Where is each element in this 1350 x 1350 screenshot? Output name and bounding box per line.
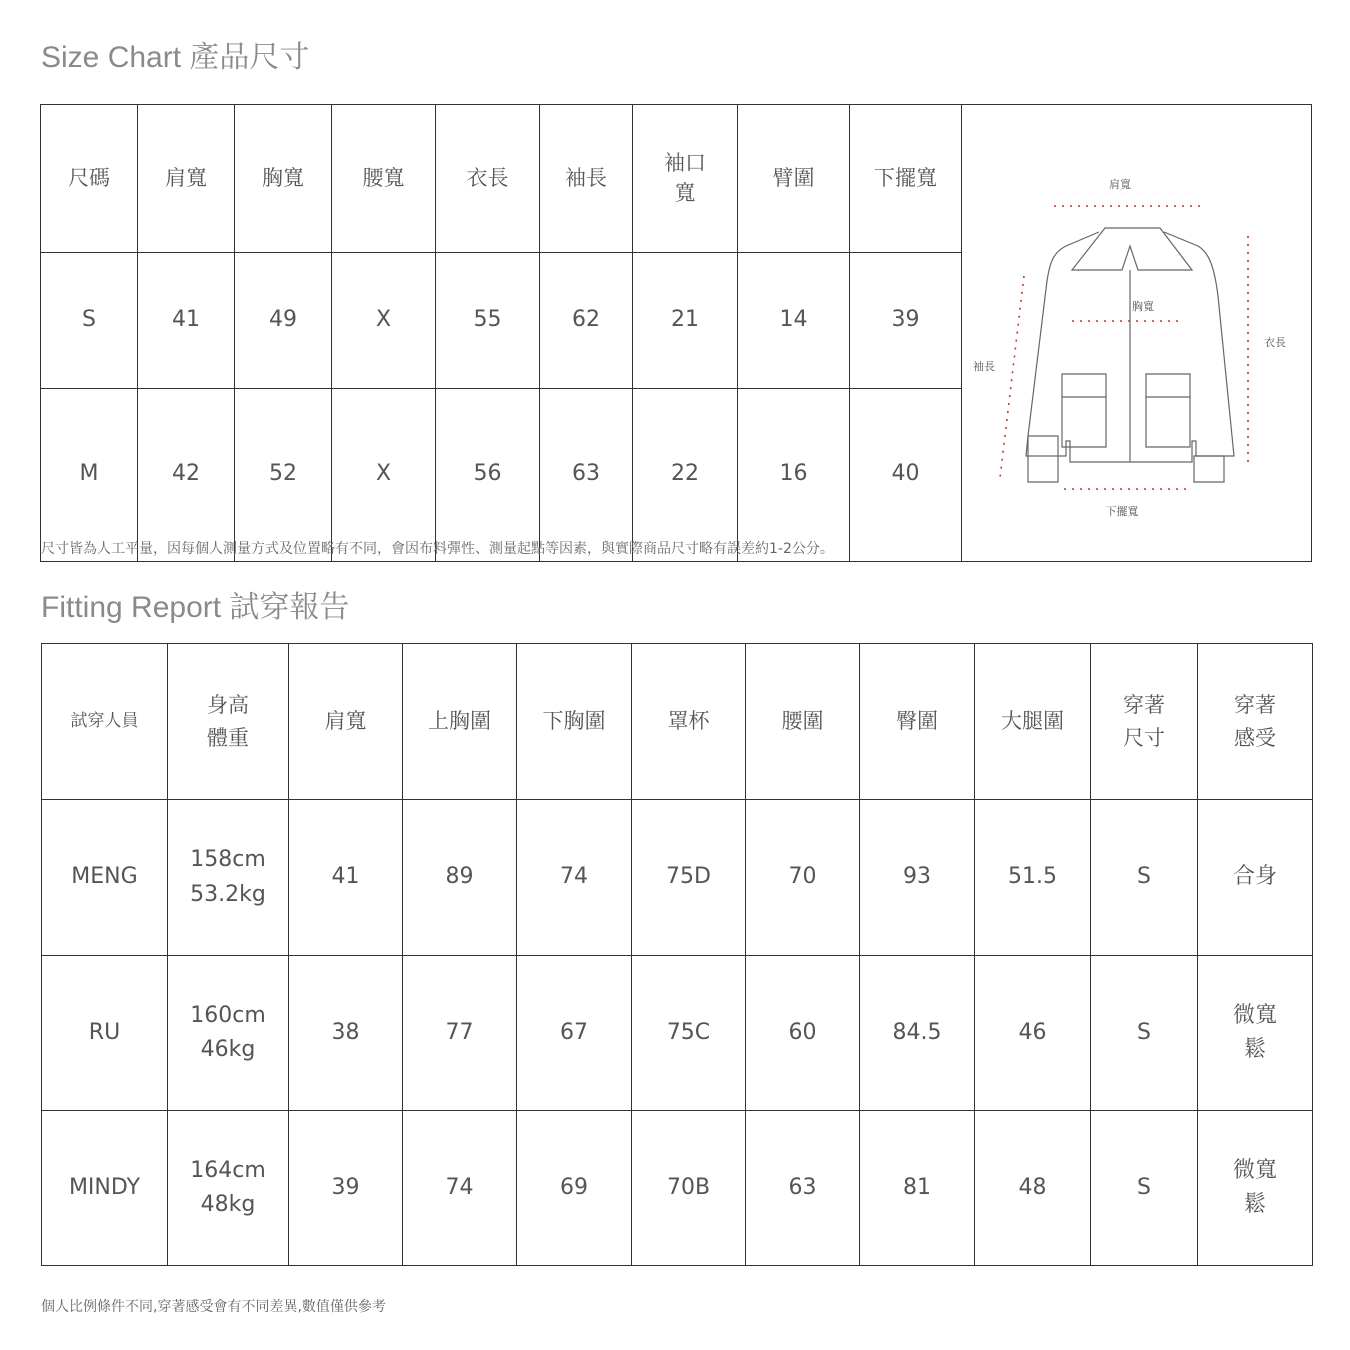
fit-cell: MINDY bbox=[42, 1111, 168, 1266]
size-cell: 41 bbox=[138, 253, 235, 389]
sleeve-label: 袖長 bbox=[973, 359, 995, 373]
fit-cell: S bbox=[1091, 1111, 1198, 1266]
fit-header-cell: 臀圍 bbox=[860, 644, 975, 800]
fit-cell: 74 bbox=[403, 1111, 517, 1266]
fit-cell: 63 bbox=[746, 1111, 860, 1266]
fit-header-cell: 穿著 尺寸 bbox=[1091, 644, 1198, 800]
size-cell: 16 bbox=[738, 389, 850, 562]
fit-row bbox=[42, 1111, 1313, 1266]
fit-cell: 74 bbox=[517, 800, 632, 956]
size-cell: 63 bbox=[540, 389, 633, 562]
size-cell: 55 bbox=[436, 253, 540, 389]
fit-cell: 48 bbox=[975, 1111, 1091, 1266]
size-cell: 56 bbox=[436, 389, 540, 562]
size-cell: X bbox=[332, 253, 436, 389]
fit-cell: S bbox=[1091, 800, 1198, 956]
fit-header-cell: 下胸圍 bbox=[517, 644, 632, 800]
fit-header-cell: 身高 體重 bbox=[168, 644, 289, 800]
size-cell: 42 bbox=[138, 389, 235, 562]
size-chart-note: 尺寸皆為人工平量，因每個人測量方式及位置略有不同，會因布料彈性、測量起點等因素，與實際商品尺寸略有誤差約1-2公分。 bbox=[41, 541, 834, 557]
jacket-collar bbox=[1072, 228, 1192, 270]
fit-cell: 84.5 bbox=[860, 956, 975, 1111]
fit-cell: 77 bbox=[403, 956, 517, 1111]
size-cell: M bbox=[41, 389, 138, 562]
hem-label: 下擺寬 bbox=[1105, 504, 1139, 518]
size-chart-title: Size Chart 產品尺寸 bbox=[41, 41, 310, 74]
size-header-cell: 衣長 bbox=[436, 105, 540, 253]
fit-cell: 70 bbox=[746, 800, 860, 956]
sleeve-arrow bbox=[1000, 276, 1024, 478]
fit-cell: 微寬 鬆 bbox=[1198, 1111, 1313, 1266]
fit-header-cell: 罩杯 bbox=[632, 644, 746, 800]
fit-cell: 93 bbox=[860, 800, 975, 956]
size-chart-table bbox=[40, 104, 1312, 562]
size-header-cell: 腰寬 bbox=[332, 105, 436, 253]
jacket-right-cuff bbox=[1194, 456, 1224, 482]
fit-cell: 81 bbox=[860, 1111, 975, 1266]
size-cell: 39 bbox=[850, 253, 962, 389]
fit-cell: 75C bbox=[632, 956, 746, 1111]
size-cell: 62 bbox=[540, 253, 633, 389]
size-header-cell: 肩寬 bbox=[138, 105, 235, 253]
jacket-left-pocket bbox=[1062, 374, 1106, 447]
length-label: 衣長 bbox=[1264, 335, 1286, 349]
size-header-cell: 下擺寬 bbox=[850, 105, 962, 253]
size-cell: 22 bbox=[633, 389, 738, 562]
fit-cell: 158cm 53.2kg bbox=[168, 800, 289, 956]
jacket-diagram-cell bbox=[962, 105, 1312, 562]
fit-header-cell: 肩寬 bbox=[289, 644, 403, 800]
fit-cell: 160cm 46kg bbox=[168, 956, 289, 1111]
fit-cell: S bbox=[1091, 956, 1198, 1111]
fit-header-row bbox=[42, 644, 1313, 800]
fit-row bbox=[42, 800, 1313, 956]
size-header-cell: 臂圍 bbox=[738, 105, 850, 253]
size-cell: 52 bbox=[235, 389, 332, 562]
fit-cell: 89 bbox=[403, 800, 517, 956]
fitting-report-title: Fitting Report 試穿報告 bbox=[41, 591, 350, 624]
size-header-cell: 胸寬 bbox=[235, 105, 332, 253]
fit-cell: 70B bbox=[632, 1111, 746, 1266]
fit-cell: 75D bbox=[632, 800, 746, 956]
fit-header-cell: 上胸圍 bbox=[403, 644, 517, 800]
fit-header-cell: 大腿圍 bbox=[975, 644, 1091, 800]
fit-cell: 38 bbox=[289, 956, 403, 1111]
size-header-cell: 尺碼 bbox=[41, 105, 138, 253]
fit-cell: 41 bbox=[289, 800, 403, 956]
fit-cell: 67 bbox=[517, 956, 632, 1111]
size-header-row bbox=[41, 105, 1312, 253]
size-cell: X bbox=[332, 389, 436, 562]
fitting-report-note: 個人比例條件不同,穿著感受會有不同差異,數值僅供參考 bbox=[41, 1299, 386, 1315]
fit-cell: 69 bbox=[517, 1111, 632, 1266]
chest-label: 胸寬 bbox=[1132, 299, 1154, 313]
fitting-report-table bbox=[41, 643, 1313, 1266]
fit-cell: RU bbox=[42, 956, 168, 1111]
size-header-cell: 袖口 寬 bbox=[633, 105, 738, 253]
fit-cell: 微寬 鬆 bbox=[1198, 956, 1313, 1111]
fit-cell: 51.5 bbox=[975, 800, 1091, 956]
jacket-left-cuff bbox=[1028, 436, 1058, 482]
size-cell: 40 bbox=[850, 389, 962, 562]
size-cell: 49 bbox=[235, 253, 332, 389]
fit-cell: 46 bbox=[975, 956, 1091, 1111]
fit-header-cell: 腰圍 bbox=[746, 644, 860, 800]
fit-row bbox=[42, 956, 1313, 1111]
fit-cell: 合身 bbox=[1198, 800, 1313, 956]
size-header-cell: 袖長 bbox=[540, 105, 633, 253]
fit-cell: 39 bbox=[289, 1111, 403, 1266]
jacket-right-pocket bbox=[1146, 374, 1190, 447]
fit-cell: 60 bbox=[746, 956, 860, 1111]
size-cell: S bbox=[41, 253, 138, 389]
fit-cell: MENG bbox=[42, 800, 168, 956]
shoulder-label: 肩寬 bbox=[1109, 177, 1131, 191]
size-cell: 14 bbox=[738, 253, 850, 389]
jacket-measurement-diagram bbox=[962, 136, 1310, 530]
fit-cell: 164cm 48kg bbox=[168, 1111, 289, 1266]
fit-header-cell: 穿著 感受 bbox=[1198, 644, 1313, 800]
size-cell: 21 bbox=[633, 253, 738, 389]
fit-header-cell: 試穿人員 bbox=[42, 644, 168, 800]
